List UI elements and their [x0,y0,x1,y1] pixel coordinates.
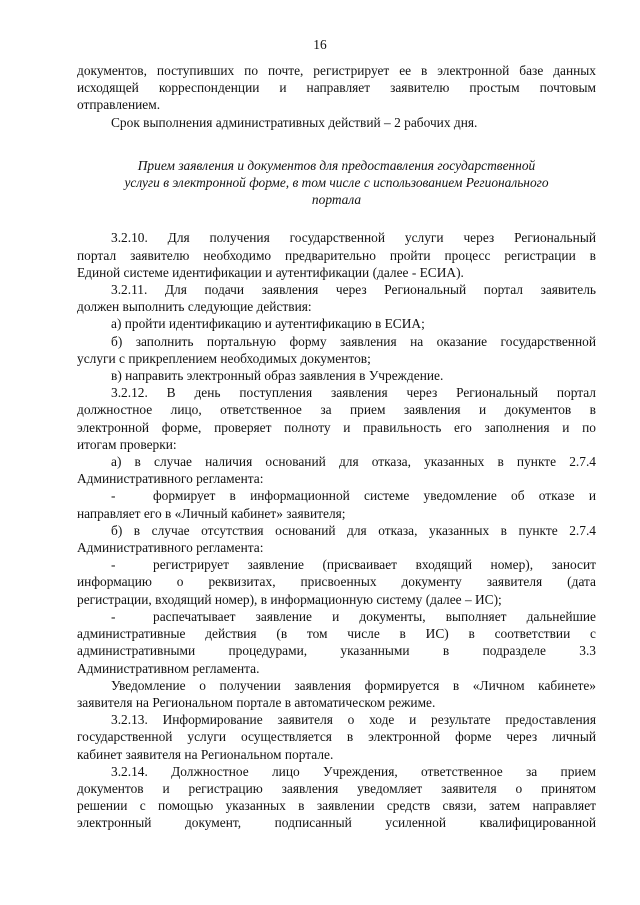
paragraph-3-2-12-line: итогам проверки: [77,436,177,452]
case-a-item-cont: направляет его в «Личный кабинет» заявителя; [77,505,346,521]
paragraph-3-2-11-line: 3.2.11. Для подачи заявления через Региональный портал заявитель [111,282,596,298]
heading-line: услуги в электронной форме, в том числе с использованием Регионального [124,175,549,191]
paragraph-3-2-14-line: решении с помощью указанных в заявлении средств связи, затем направляет [77,798,596,814]
paragraph-3-2-14-line: документов и регистрацию заявления уведомляет заявителя о принятом [77,780,596,796]
case-b-item-2 [77,608,596,625]
list-item-c: в) направить электронный образ заявления в Учреждение. [111,368,444,384]
page-number: 16 [313,37,327,52]
case-a-line: а) в случае наличия оснований для отказа, указанных в пункте 2.7.4 [111,454,596,470]
dash-marker: - [111,488,116,504]
paragraph-3-2-12-line: должностное лицо, ответственное за прием заявления и документов в [77,402,596,418]
paragraph-3-2-12-line: электронной форме, проверяет полноту и правильность его заполнения и по [77,419,596,435]
heading-line: Прием заявления и документов для предоставления государственной [137,157,536,173]
list-item-a: а) пройти идентификацию и аутентификацию в ЕСИА; [111,316,425,332]
intro-line: документов, поступивших по почте, регистрирует ее в электронной базе данных [77,63,596,78]
case-a-line: Административного регламента: [77,471,264,487]
case-b-item-1-cont: информацию о реквизитах, присвоенных документу заявителя (дата [77,574,596,590]
case-b-item-2-cont: Административном регламента. [77,660,260,676]
list-item-b-cont: услуги с прикреплением необходимых документов; [77,350,371,366]
notice-line: заявителя на Региональном портале в автоматическом режиме. [77,694,436,710]
paragraph-3-2-13-line: государственной услуги осуществляется в электронной форме через личный [77,729,596,745]
paragraph-3-2-13-line: кабинет заявителя на Региональном портале. [77,746,334,762]
paragraph-3-2-14-line: электронный документ, подписанный усиленной квалифицированной [77,815,596,831]
dash-marker: - [111,557,116,573]
case-b-item-2-cont: административные действия (в том числе в ИС) в соответствии с [77,626,596,642]
case-b-line: б) в случае отсутствия оснований для отказа, указанных в пункте 2.7.4 [111,522,596,538]
case-b-item-1-cont: регистрации, входящий номер), в информационную систему (далее – ИС); [77,591,502,607]
paragraph-3-2-12-line: 3.2.12. В день поступления заявления через Региональный портал [111,385,596,401]
case-a-item [77,487,596,504]
paragraph-3-2-10-line: Единой системе идентификации и аутентификации (далее - ЕСИА). [77,264,464,280]
page-body [77,62,596,832]
deadline-text: Срок выполнения административных действий – 2 рабочих дня. [111,114,478,130]
case-b-line: Административного регламента: [77,540,264,556]
intro-line: исходящей корреспонденции и направляет заявителю простым почтовым [77,80,596,96]
case-b-item-2-text: распечатывает заявление и документы, выполняет дальнейшие [153,608,596,624]
case-b-item-1-text: регистрирует заявление (присваивает входящий номер), заносит [153,557,596,573]
section-heading [87,157,586,209]
paragraph-3-2-13-line: 3.2.13. Информирование заявителя о ходе и результате предоставления [111,712,596,728]
case-a-item-text: формирует в информационной системе уведомление об отказе и [153,488,596,504]
intro-line: отправлением. [77,97,161,113]
case-b-item-1 [77,556,596,573]
case-b-item-2-cont: административными процедурами, указанными в подразделе 3.3 [77,643,596,659]
notice-line: Уведомление о получении заявления формируется в «Личном кабинете» [111,677,596,693]
paragraph-3-2-14-line: 3.2.14. Должностное лицо Учреждения, ответственное за прием [111,763,596,779]
heading-line: портала [311,192,362,208]
paragraph-3-2-11-line: должен выполнить следующие действия: [77,299,312,315]
paragraph-3-2-10-line: 3.2.10. Для получения государственной услуги через Региональный [111,230,596,246]
dash-marker: - [111,608,116,624]
paragraph-3-2-10-line: портал заявителю необходимо предварительно пройти процесс регистрации в [77,247,596,263]
list-item-b: б) заполнить портальную форму заявления на оказание государственной [111,333,596,349]
